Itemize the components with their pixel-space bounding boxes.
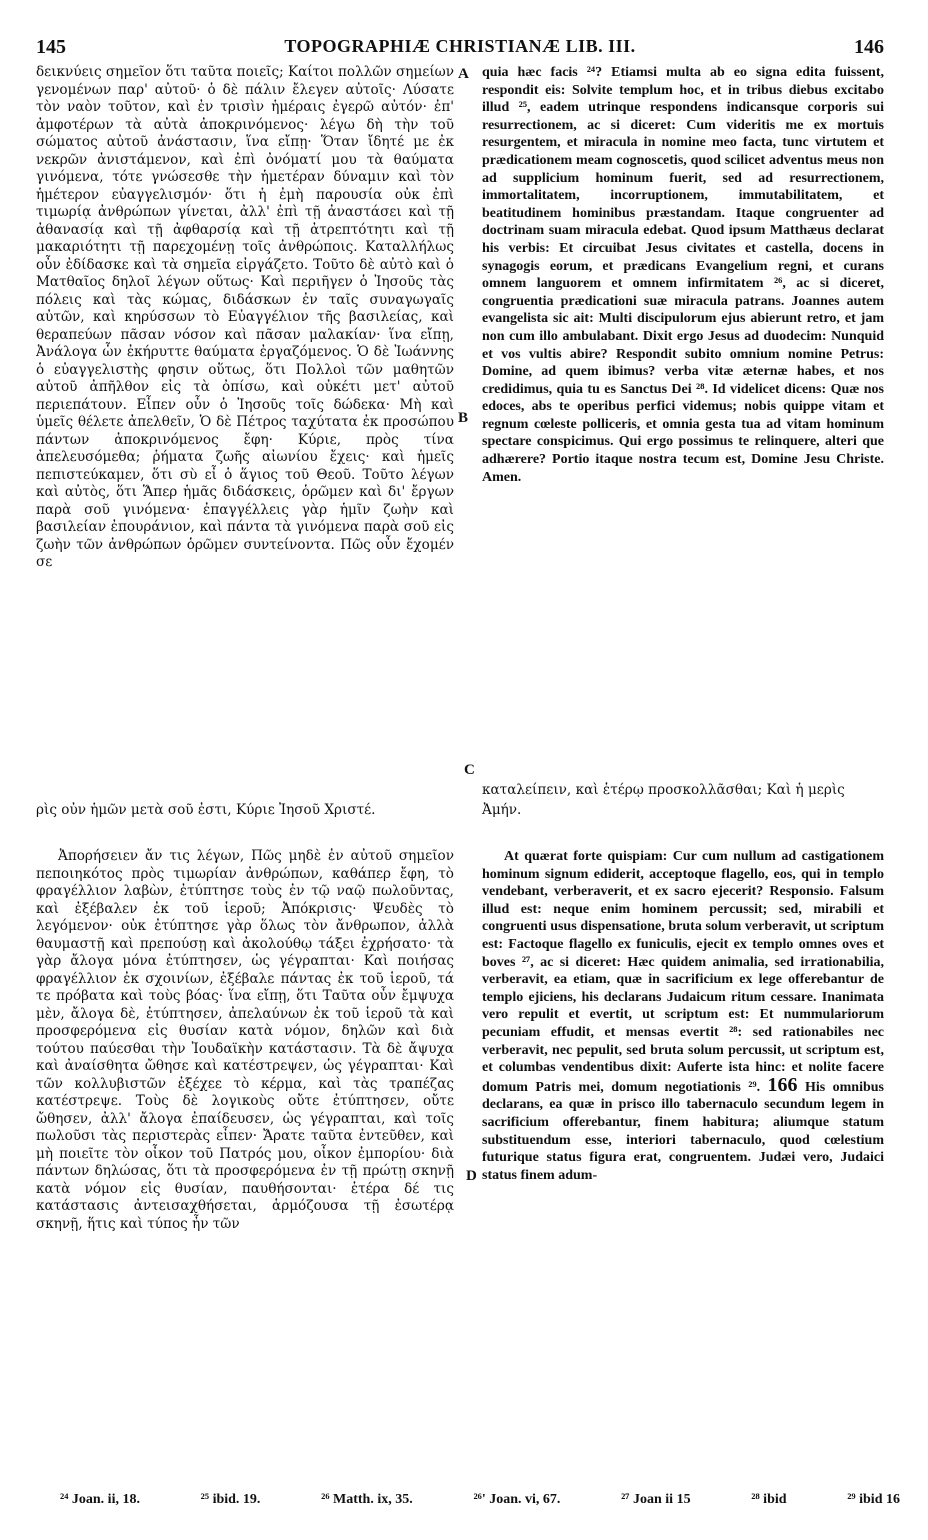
- greek-column-bottom: [36, 848, 454, 1478]
- span-right: [482, 782, 884, 800]
- page-number-right: 146: [854, 36, 884, 58]
- span-left-text: ρὶς οὖν ἡμῶν μετὰ σοῦ ἐστι, Κύριε Ἰησοῦ Χριστέ.: [36, 802, 376, 818]
- running-title: TOPOGRAPHIÆ CHRISTIANÆ LIB. III.: [284, 36, 636, 56]
- latin-paragraph-2: [482, 848, 884, 1184]
- span-left: [36, 802, 476, 820]
- margin-letter-d: D: [466, 1168, 477, 1184]
- greek-column-top: [36, 64, 454, 816]
- footnote-24: ²⁴ Joan. ii, 18.: [60, 1492, 140, 1507]
- margin-letter-c: C: [464, 762, 475, 778]
- footnote-25: ²⁵ ibid. 19.: [200, 1492, 261, 1507]
- page-number-left: 145: [36, 36, 66, 58]
- greek-paragraph-1: δεικνύεις σημεῖον ὅτι ταῦτα ποιεῖς; Καίτοι πολλῶν σημείων γενομένων παρ' αὐτοῦ· ὁ δὲ πάλιν ἔλεγεν αὐτοῖς· Λύσατε τὸν ναὸν τοῦτον, καὶ ἐν τρισὶν ἡμέραις ἐγερῶ αὐτόν· ἐπ' ἀμφοτέρων τὰ αὐτὰ ἀποκρινόμενος· λέγω δὴ τὴν τοῦ σώματος αὐτοῦ ἀνάστασιν, ἵνα εἴπῃ· Ὅταν ἴδητέ με ἐκ νεκρῶν ἀνιστάμενον, καὶ ἐπὶ ὀνόματί μου τὰ θαύματα γινόμενα, τότε γνώσεσθε τὴν ἡμετέραν δύναμιν καὶ τὸν ἡμέτερον εὐαγγελισμόν· ὅτι ἡ ἐμὴ παρουσία οὐκ ἐπὶ τιμωρίᾳ ἀνθρώπων γίνεται, ἀλλ' ἐπὶ τῇ ἀναστάσει καὶ τῇ ἀθανασίᾳ καὶ τῇ ἀφθαρσίᾳ καὶ τῇ ἀτρεπτότητι καὶ τῇ μακαριότητι τῇ παρεχομένῃ τοῖς ἀνθρώποις. Καταλλήλως οὖν ἐδίδασκε καὶ τὰ σημεῖα εἰργάζετο. Τοῦτο δὲ αὐτὸ καὶ ὁ Ματθαῖος δηλοῖ λέγων οὕτως· Καὶ περιῆγεν ὁ Ἰησοῦς τὰς πόλεις καὶ τὰς κώμας, διδάσκων ἐν ταῖς συναγωγαῖς αὐτῶν, καὶ κηρύσσων τὸ Εὐαγγέλιον τῆς βασιλείας, καὶ θεραπεύων πᾶσαν νόσον καὶ πᾶσαν μαλακίαν· ἵνα εἴπῃ, Ἀνάλογα ὧν ἐκήρυττε θαύματα ἐργαζόμενος. Ὁ δὲ Ἰωάννης ὁ εὐαγγελιστὴς φησιν οὕτως, ὅτι Πολλοὶ τῶν μαθητῶν αὐτοῦ ἀπῆλθον εἰς τὰ ὀπίσω, καὶ οὐκέτι μετ' αὐτοῦ περιεπάτουν. Εἶπεν οὖν ὁ Ἰησοῦς τοῖς δώδεκα· Μὴ καὶ ὑμεῖς θέλετε ἀπελθεῖν, Ὁ δὲ Πέτρος ταχύτατα ἐκ προσώπου πάντων ἀποκρινόμενος ἔφη· Κύριε, πρὸς τίνα ἀπελευσόμεθα; ῥήματα ζωῆς αἰωνίου ἔχεις· καὶ ἡμεῖς πεπιστεύκαμεν, ὅτι σὺ εἶ ὁ ἅγιος τοῦ Θεοῦ. Τοῦτο λέγων καὶ αὐτὸς, ὅτι Ἅπερ ἡμᾶς διδάσκεις, ὁρῶμεν καὶ δι' ἔργων παρὰ σοῦ γινόμενα· ἐπαγγέλλεις γὰρ ἡμῖν ζωὴν καὶ βασιλείαν ἐπουράνιον, καὶ πάντα τὰ γινόμενα παρὰ σοῦ εἰς ζωὴν τῶν ἀνθρώπων ὁρῶμεν συντείνοντα. Πῶς οὖν ἔχομέν σε: [36, 64, 454, 570]
- footnote-27: ²⁷ Joan ii 15: [621, 1492, 691, 1507]
- latin-column-bottom: [482, 848, 884, 1478]
- page-header: [36, 36, 884, 62]
- amen-line: [482, 802, 521, 820]
- footnote-26: ²⁶ Matth. ix, 35.: [321, 1492, 413, 1507]
- footnote-28: ²⁸ ibid: [751, 1492, 787, 1507]
- span-right-text: καταλείπειν, καὶ ἑτέρῳ προσκολλᾶσθαι; Καὶ ἡ μερὶς: [482, 782, 845, 798]
- latin-column-top: [482, 64, 884, 782]
- footnote-26b: ²⁶' Joan. vi, 67.: [473, 1492, 561, 1507]
- latin-paragraph-1: quia hæc facis ²⁴? Etiamsi multa ab eo signa edita fuissent, respondit eis: Solvite templum hoc, et in tribus diebus excitabo illud ²⁵, eadem utrinque respondens indicansque corporis sui resurrectionem, ac si diceret: Cum videritis me ex mortuis resurgentem, et miracula in nomine meo facta, tunc virtutem et prædicationem meam cognoscetis, quod scilicet adventus meus non ad supplicium hominum fuerit, sed ad resurrectionem, immortalitatem, incorruptionem, immutabilitatem, et beatitudinem hominibus præstandam. Itaque congruenter ad doctrinam suam miracula edebat. Quod ipsum Matthæus declarat his verbis: Et circuibat Jesus civitates et castella, docens in synagogis eorum, et prædicans Evangelium regni, et curans omnem languorem et omnem infirmitatem ²⁶, ac si diceret, congruentia prædicationi suæ miracula patrans. Joannes autem evangelista sic ait: Multi discipulorum ejus abierunt retro, et jam non cum illo ambulabant. Dixit ergo Jesus ad duodecim: Nunquid et vos vultis abire? Respondit subito omnium nomine Petrus: Domine, ad quem ibimus? verba vitæ æternæ habes, et nos credidimus, quia tu es Sanctus Dei ²⁸. Id videlicet dicens: Quæ nos edoces, abs te operibus perfici videmus; nobis quippe vitam et regnum cœleste polliceris, et omnia gesta tua ad vitam hominum spectare conspicimus. Qui ergo possimus te relinquere, alteri que adhærere? Portio itaque nostra tecum est, Domine Jesu Christe. Amen.: [482, 65, 884, 485]
- footnotes: [60, 1492, 900, 1508]
- latin-paragraph-2-b: His omnibus declarans, ea quæ in prisco illo tabernaculo secundum legem in sacrificium offerebantur, finem habitura; aliumque statum substituendum esse, interiori tabernaculo, quod cœlestium futurique status figura erat, congruentem. Judæi vero, Judaici status finem adum-: [482, 1079, 884, 1183]
- amen-text: Ἀμήν.: [482, 802, 522, 818]
- footnote-29: ²⁹ ibid 16: [847, 1492, 900, 1507]
- greek-paragraph-2: Ἀπορήσειεν ἄν τις λέγων, Πῶς μηδὲ ἐν αὐτοῦ σημεῖον πεποιηκότος πρὸς τιμωρίαν ἀνθρώπων, καθάπερ ἔφη, τὸ φραγέλλιον λαβὼν, ἐτύπτησε τοὺς ἐν τῷ ναῷ πωλοῦντας, καὶ ἐξέβαλεν ἐκ τοῦ ἱεροῦ; Ἀπόκρισις· Ψευδὲς τὸ λεγόμενον· οὐκ ἐτύπτησε γὰρ ὅλως τὸν ἄνθρωπον, ἀλλὰ θαυμαστῇ καὶ πρεπούσῃ καὶ ἀκολούθῳ τάξει ἐχρήσατο· τὰ γὰρ ἄλογα μόνα ἐτύπτησεν, ὡς γέγραπται· Καὶ ποιήσας φραγέλλιον ἐκ σχοινίων, ἐξέβαλε πάντας ἐκ τοῦ ἱεροῦ, τά τε πρόβατα καὶ τοὺς βόας· ἵνα εἴπῃ, ὅτι Ταῦτα οὖν ἔμψυχα μὲν, ἄλογα δὲ, ἐτύπτησεν, ἀπελαύνων ἐκ τοῦ ἱεροῦ τὰ καὶ προσφερόμενα εἰς θυσίαν κατὰ νόμον, δηλῶν καὶ διὰ τούτου παύεσθαι τὴν Ἰουδαϊκὴν κατάστασιν. Τὰ δὲ ἄψυχα καὶ ἀναίσθητα ὤθησε καὶ κατέστρεψεν, ὡς γέγραπται· Καὶ τῶν κολλυβιστῶν ἐξέχεε τὸ κέρμα, καὶ τὰς τραπέζας κατέστρεψε. Τοὺς δὲ λογικοὺς οὔτε ἐτύπτησεν, οὔτε ὤθησεν, ἀλλ' ἄλογα ἐπαίδευσεν, ὡς γέγραπται, καὶ τοῖς πωλοῦσι τὰς περιστερὰς εἶπεν· Ἄρατε ταῦτα ἐντεῦθεν, καὶ μὴ ποιεῖτε τὸν οἶκον τοῦ Πατρός μου, οἶκον ἐμπορίου· διὰ πάντων δηλώσας, ὅτι τὰ προσφερόμενα ἐν τῇ πρώτῃ σκηνῇ κατὰ νόμον εἰς θυσίαν, παυθήσονται· ἑτέρα δέ τις κατάστασις ἀντεισαχθήσεται, ἁρμόζουσα τῇ ἐσωτέρᾳ σκηνῇ, ἥτις καὶ τύπος ἦν τῶν: [36, 848, 454, 1232]
- column-number-166: 166: [767, 1073, 798, 1096]
- latin-paragraph-2-a: At quærat forte quispiam: Cur cum nullum ad castigationem hominum signum ediderit, acceptoque flagello, eos, qui in templo vendebant, verberaverit, et ex sacro ejecerit? Responsio. Falsum illud est: neque enim hominem percussit; sed, mirabili et congruenti usus dispensatione, bruta solum verberavit, ut scriptum est: Factoque flagello ex funiculis, ejecit ex templo omnes oves et boves ²⁷, ac si diceret: Hæc quidem animalia, sed irrationabilia, verberavit, ea etiam, quæ in sacrificium ex lege offerebantur de templo ejiciens, his declarans Judaicum ritum cessare. Inanimata vero repulit et evertit, ut scriptum est: Et nummulariorum pecuniam effudit, et mensas evertit ²⁸: sed rationabiles nec verberavit, nec pepulit, sed bruta solum percussit, ut scriptum est, et columbas vendentibus dixit: Auferte ista hinc: et nolite facere domum Patris mei, domum negotiationis ²⁹.: [482, 849, 884, 1095]
- margin-letter-b: B: [458, 410, 469, 426]
- margin-letter-a: A: [458, 66, 469, 82]
